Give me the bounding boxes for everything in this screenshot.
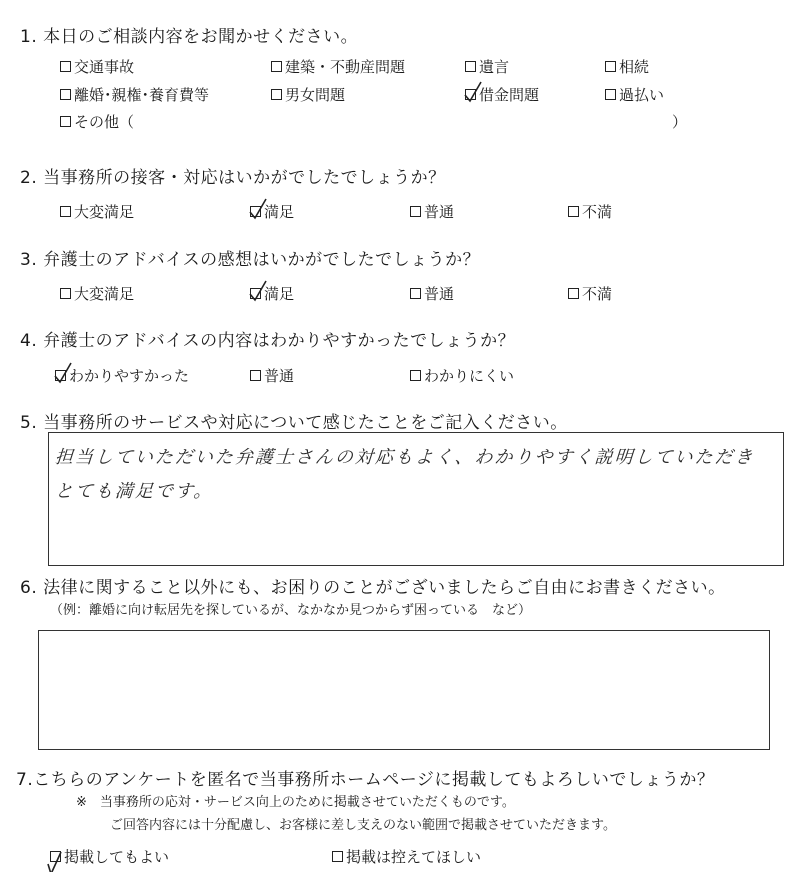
- checkbox[interactable]: [332, 851, 343, 862]
- option-other-close-paren: ）: [672, 113, 688, 131]
- q3-option-normal[interactable]: 普通: [410, 283, 454, 304]
- checkmark-icon: [54, 362, 72, 384]
- question-7-title: 7.こちらのアンケートを匿名で当事務所ホームページに掲載してもよろしいでしょうか？: [16, 770, 715, 790]
- checkmark-icon: [464, 81, 482, 103]
- q5-handwritten-line-1: 担当していただいた弁護士さんの対応もよく、わかりやすく説明していただき: [54, 447, 756, 468]
- q3-option-satisfied[interactable]: 満足: [250, 283, 294, 304]
- checkbox[interactable]: [605, 89, 616, 100]
- checkbox[interactable]: [271, 89, 282, 100]
- option-inheritance[interactable]: 相続: [605, 56, 649, 77]
- question-5-title: 5. 当事務所のサービスや対応について感じたことをご記入ください。: [20, 413, 568, 433]
- checkbox[interactable]: [60, 288, 71, 299]
- option-debt[interactable]: 借金問題: [465, 84, 539, 105]
- option-traffic-accident[interactable]: 交通事故: [60, 56, 134, 77]
- option-real-estate[interactable]: 建築・不動産問題: [271, 56, 405, 77]
- checkbox-checked[interactable]: [465, 89, 476, 100]
- q7-option-allow[interactable]: 掲載してもよい: [50, 846, 169, 867]
- checkbox-checked[interactable]: [55, 370, 66, 381]
- q2-option-dissatisfied[interactable]: 不満: [568, 201, 612, 222]
- checkbox[interactable]: [410, 206, 421, 217]
- checkbox[interactable]: [410, 288, 421, 299]
- checkmark-icon: [249, 280, 267, 302]
- checkmark-icon: [249, 198, 267, 220]
- q5-handwritten-line-2: とても満足です。: [54, 481, 215, 502]
- q3-option-very-satisfied[interactable]: 大変満足: [60, 283, 134, 304]
- checkbox[interactable]: [568, 206, 579, 217]
- q6-answer-box[interactable]: [38, 630, 770, 750]
- option-will[interactable]: 遺言: [465, 56, 509, 77]
- q4-option-hard[interactable]: わかりにくい: [410, 365, 514, 386]
- option-divorce[interactable]: 離婚･親権･養育費等: [60, 84, 209, 105]
- q2-option-normal[interactable]: 普通: [410, 201, 454, 222]
- question-6-title: 6. 法律に関すること以外にも、お困りのことがございましたらご自由にお書きください。: [20, 578, 726, 598]
- checkbox[interactable]: [60, 61, 71, 72]
- checkbox[interactable]: [60, 206, 71, 217]
- q5-answer-box[interactable]: [48, 432, 784, 566]
- question-3-title: 3. 弁護士のアドバイスの感想はいかがでしたでしょうか？: [20, 250, 481, 270]
- checkmark-icon: [47, 850, 65, 872]
- checkbox-checked[interactable]: [250, 288, 261, 299]
- question-1-title: 1. 本日のご相談内容をお聞かせください。: [20, 27, 359, 47]
- option-other[interactable]: その他（: [60, 111, 134, 132]
- question-2-title: 2. 当事務所の接客・対応はいかがでしたでしょうか？: [20, 168, 446, 188]
- checkbox[interactable]: [605, 61, 616, 72]
- checkbox[interactable]: [250, 370, 261, 381]
- checkbox[interactable]: [60, 89, 71, 100]
- q7-option-decline[interactable]: 掲載は控えてほしい: [332, 846, 481, 867]
- option-overpayment[interactable]: 過払い: [605, 84, 664, 105]
- checkbox-checked[interactable]: [50, 851, 61, 862]
- checkbox-checked[interactable]: [250, 206, 261, 217]
- checkbox[interactable]: [410, 370, 421, 381]
- checkbox[interactable]: [465, 61, 476, 72]
- q6-example: （例：離婚に向け転居先を探しているが、なかなか見つからず困っている など）: [50, 603, 532, 618]
- q7-note-2: ご回答内容には十分配慮し、お客様に差し支えのない範囲で掲載させていただきます。: [110, 818, 616, 833]
- checkbox[interactable]: [271, 61, 282, 72]
- checkbox[interactable]: [60, 116, 71, 127]
- q2-option-satisfied[interactable]: 満足: [250, 201, 294, 222]
- checkbox[interactable]: [568, 288, 579, 299]
- q7-note-1: ※ 当事務所の応対・サービス向上のために掲載させていただくものです。: [76, 795, 515, 810]
- option-relationship[interactable]: 男女問題: [271, 84, 345, 105]
- q3-option-dissatisfied[interactable]: 不満: [568, 283, 612, 304]
- q4-option-normal[interactable]: 普通: [250, 365, 294, 386]
- q4-option-easy[interactable]: わかりやすかった: [55, 365, 189, 386]
- q2-option-very-satisfied[interactable]: 大変満足: [60, 201, 134, 222]
- question-4-title: 4. 弁護士のアドバイスの内容はわかりやすかったでしょうか？: [20, 331, 516, 351]
